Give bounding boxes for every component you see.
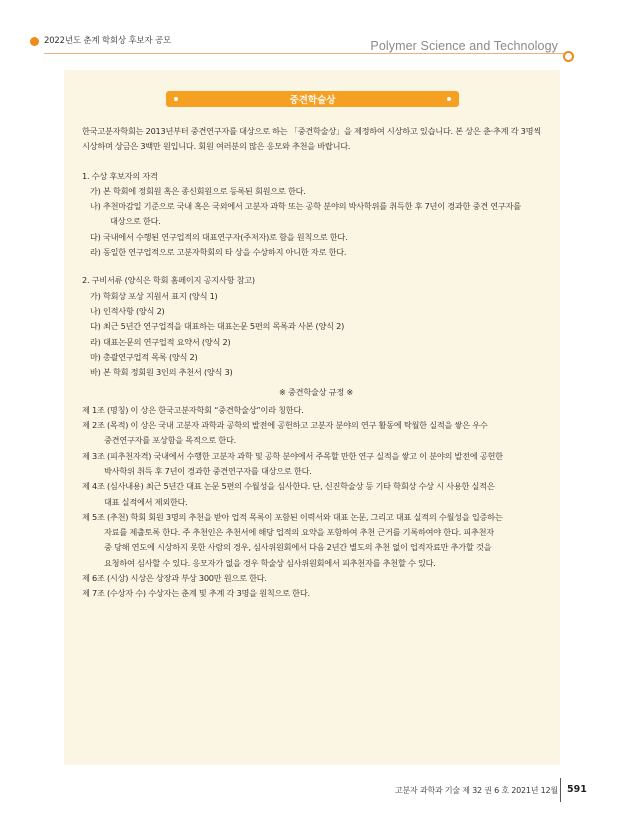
- item-text: 본 학회 정회원 3인의 추천서 (양식 3): [102, 367, 233, 378]
- item-text: 총괄연구업적 목록 (양식 2): [102, 351, 198, 362]
- article-continuation: 중견연구자를 포상함을 목적으로 한다.: [104, 435, 236, 446]
- item-text: 국내에서 수행된 연구업적의 대표연구자(주저자)로 함을 원칙으로 한다.: [102, 231, 348, 242]
- article-continuation: 중 당해 연도에 시상하지 못한 사람의 경우, 심사위원회에서 다음 2년간 별도의 추천 없이 업적자료만 추가할 것을: [104, 542, 492, 553]
- title-dot-right-icon: [447, 97, 451, 101]
- intro-paragraph: 한국고분자학회는 2013년부터 중견연구자를 대상으로 하는 「중견학술상」을 제정하여 시상하고 있습니다. 본 상은 춘·추계 각 3명씩 시상하며 상금은 3백만 원입니다. 회원 여러분의 많은 응모와 추천을 바랍니다.: [82, 126, 541, 152]
- list-item: [82, 289, 550, 304]
- list-item: [82, 350, 550, 365]
- item-label: 가): [90, 185, 101, 196]
- article-item: [82, 586, 550, 601]
- header-bullet-icon: [30, 37, 39, 46]
- rules-title: ※ 중견학술상 규정 ※: [279, 387, 353, 398]
- section-documents: [82, 273, 550, 380]
- page-title: 중견학술상: [289, 95, 336, 106]
- footer-journal-info: 고분자 과학과 기술 제 32 권 6 호 2021년 12월: [395, 786, 558, 795]
- header-divider: [44, 53, 564, 54]
- item-label: 마): [90, 351, 101, 362]
- article-item: [82, 418, 550, 449]
- page-number: 591: [567, 784, 587, 795]
- header-section-label: 2022년도 춘계 학회상 후보자 공모: [44, 36, 171, 46]
- list-item: [82, 304, 550, 319]
- article-text: 제 6조 (시상) 시상은 상장과 부상 300만 원으로 한다.: [82, 573, 267, 584]
- header-journal-title: Polymer Science and Technology: [370, 39, 558, 53]
- item-label: 나): [90, 201, 101, 212]
- section-qualification: [82, 169, 550, 261]
- section-title: 1. 수상 후보자의 자격: [82, 170, 158, 181]
- list-item: [82, 335, 550, 350]
- article-text: 제 1조 (명칭) 이 상은 한국고분자학회 “중견학술상”이라 칭한다.: [82, 404, 304, 415]
- article-continuation: 박사학위 취득 후 7년이 경과한 중견연구자를 대상으로 한다.: [104, 465, 312, 476]
- article-item: [82, 479, 550, 510]
- list-item: [82, 230, 550, 245]
- list-item: [82, 199, 550, 230]
- article-continuation: 대표 실적에서 제외한다.: [104, 496, 188, 507]
- list-item: [82, 365, 550, 380]
- item-text: 본 학회에 정회원 혹은 종신회원으로 등록된 회원으로 한다.: [102, 185, 306, 196]
- item-label: 라): [90, 336, 101, 347]
- article-item: [82, 403, 550, 418]
- section-title: 2. 구비서류 (양식은 학회 홈페이지 공지사항 참고): [82, 275, 255, 286]
- item-text: 대표논문의 연구업적 요약서 (양식 2): [102, 336, 231, 347]
- article-continuation: 자료를 제출토록 한다. 주 추천인은 추천서에 해당 업적의 요약을 포함하여 추천 근거를 기록하여야 한다. 피추천자: [104, 527, 494, 538]
- item-text: 동일한 연구업적으로 고분자학회의 타 상을 수상하지 아니한 자로 한다.: [102, 247, 347, 258]
- item-text: 최근 5년간 연구업적을 대표하는 대표논문 5편의 목록과 사본 (양식 2): [102, 321, 345, 332]
- item-continuation: 대상으로 한다.: [110, 216, 161, 227]
- article-continuation: 요청하여 심사할 수 있다. 응모자가 없을 경우 학술상 심사위원회에서 피추천자를 추천할 수 있다.: [104, 557, 436, 568]
- item-label: 바): [90, 367, 101, 378]
- item-label: 다): [90, 321, 101, 332]
- article-text: 제 7조 (수상자 수) 수상자는 춘계 및 추계 각 3명을 원칙으로 한다.: [82, 588, 310, 599]
- main-content: [82, 124, 550, 602]
- title-bar: [166, 91, 459, 107]
- item-text: 학회상 포상 지원서 표지 (양식 1): [102, 290, 218, 301]
- article-text: 제 5조 (추천) 학회 회원 3명의 추천을 받아 업적 목록이 포함된 이력서와 대표 논문, 그리고 대표 실적의 수월성을 입증하는: [82, 511, 503, 522]
- article-text: 제 4조 (심사내용) 최근 5년간 대표 논문 5편의 수월성을 심사한다. 단, 신진학술상 등 기타 학회상 수상 시 사용한 실적은: [82, 481, 495, 492]
- item-text: 추천마감일 기준으로 국내 혹은 국외에서 고분자 과학 또는 공학 분야의 박사학위를 취득한 후 7년이 경과한 중견 연구자를: [102, 201, 521, 212]
- footer-divider: [560, 778, 561, 802]
- item-label: 나): [90, 305, 101, 316]
- article-item: [82, 510, 550, 571]
- item-label: 다): [90, 231, 101, 242]
- item-text: 인적사항 (양식 2): [102, 305, 165, 316]
- rules-articles: [82, 403, 550, 602]
- article-item: [82, 449, 550, 480]
- list-item: [82, 184, 550, 199]
- article-text: 제 2조 (목적) 이 상은 국내 고분자 과학과 공학의 발전에 공헌하고 고분자 분야의 연구 활동에 탁월한 실적을 쌓은 우수: [82, 420, 488, 431]
- list-item: [82, 245, 550, 260]
- header-ring-icon: [563, 51, 574, 62]
- list-item: [82, 319, 550, 334]
- article-text: 제 3조 (피추천자격) 국내에서 수행한 고분자 과학 및 공학 분야에서 주목할 만한 연구 실적을 쌓고 이 분야의 발전에 공헌한: [82, 450, 503, 461]
- item-label: 라): [90, 247, 101, 258]
- item-label: 가): [90, 290, 101, 301]
- article-item: [82, 571, 550, 586]
